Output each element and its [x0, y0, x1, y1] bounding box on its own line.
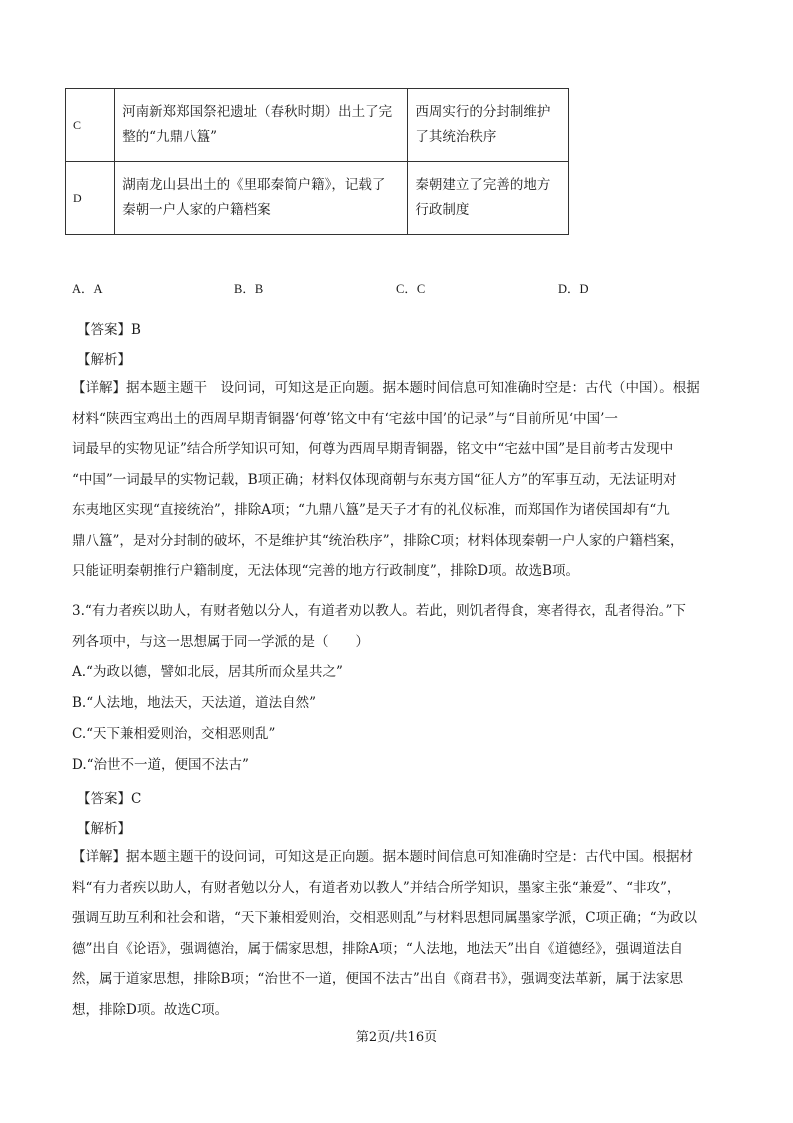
q3-explanation [72, 842, 732, 1025]
material-line: 河南新郑郑国祭祀遗址（春秋时期）出土了完 [122, 104, 393, 120]
q3-analysis-label: 【解析】 [77, 821, 131, 837]
stem-line: 3.“有力者疾以助人，有财者勉以分人，有道者劝以教人。若此，则饥者得食，寒者得衣，乱者得治。”下 [72, 603, 686, 619]
explanation-line: “中国”一词最早的实物记载，B项正确；材料仅体现商朝与东夷方国“征人方”的军事互动，无法证明对 [72, 471, 677, 488]
explanation-line: 料“有力者疾以助人，有财者勉以分人，有道者劝以教人”并结合所学知识，墨家主张“兼爱”、“非攻”， [72, 879, 681, 896]
choice-b: B．B [234, 282, 264, 296]
explanation-line: 只能证明秦朝推行户籍制度，无法体现“完善的地方行政制度”，排除D项。故选B项。 [72, 563, 580, 579]
q3-option-b: B.“人法地，地法天，天法道，道法自然” [72, 695, 317, 711]
table-row-c [66, 89, 569, 162]
material-cell [115, 162, 408, 235]
material-line: 秦朝一户人家的户籍档案 [122, 202, 271, 218]
q2-explanation [72, 373, 732, 587]
explanation-line: 强调互助互利和社会和谐，“天下兼相爱则治，交相恶则乱”与材料思想同属墨家学派，C项正确；“为政以 [72, 910, 698, 926]
q3-option-a: A.“为政以德，譬如北辰，居其所而众星共之” [72, 664, 343, 680]
explanation-line: 词最早的实物见证”结合所学知识可知，何尊为西周早期青铜器，铭文中“宅兹中国”是目前考古发现中 [72, 441, 674, 457]
q3-option-c: C.“天下兼相爱则治，交相恶则乱” [72, 726, 276, 742]
conclusion-line: 秦朝建立了完善的地方 [415, 177, 551, 193]
conclusion-cell [408, 162, 569, 235]
row-letter: D [66, 162, 115, 235]
explanation-line: 东夷地区实现“直接统治”，排除A项；“九鼎八簋”是天子才有的礼仪标准，而郑国作为诸侯国却有“九 [72, 502, 670, 518]
choice-d: D．D [558, 282, 589, 296]
q3-answer: 【答案】C [77, 791, 142, 807]
q2-choices [72, 279, 612, 297]
explanation-line: 鼎八簋”，是对分封制的破坏，不是维护其“统治秩序”，排除C项；材料体现秦朝一户人家的户籍档案， [72, 532, 684, 549]
q2-answer: 【答案】B [77, 322, 141, 338]
row-letter: C [66, 89, 115, 162]
options-table [65, 88, 569, 235]
conclusion-cell [408, 89, 569, 162]
explanation-line: 然，属于道家思想，排除B项；“治世不一道，便国不法古”出自《商君书》，强调变法革新，属于法家思 [72, 971, 683, 987]
stem-line: 列各项中，与这一思想属于同一学派的是（ ） [72, 633, 369, 650]
conclusion-line: 行政制度 [415, 202, 470, 218]
choice-a: A．A [72, 282, 103, 296]
q3-stem [72, 596, 732, 657]
explanation-line: 德”出自《论语》，强调德治，属于儒家思想，排除A项；“人法地，地法天”出自《道德经》，强调道法自 [72, 940, 683, 957]
q2-analysis-label: 【解析】 [77, 352, 131, 368]
conclusion-line: 了其统治秩序 [415, 129, 497, 145]
explanation-line: 想，排除D项。故选C项。 [72, 1001, 229, 1018]
explanation-line: 【详解】据本题主题干 设问词，可知这是正向题。据本题时间信息可知准确时空是：古代（中国）。根据 [72, 380, 700, 396]
conclusion-line: 西周实行的分封制维护 [415, 104, 551, 120]
material-line: 整的“九鼎八簋” [122, 129, 217, 145]
material-line: 湖南龙山县出土的《里耶秦简户籍》，记载了 [122, 177, 386, 193]
material-cell [115, 89, 408, 162]
explanation-line: 【详解】据本题主题干的设问词，可知这是正向题。据本题时间信息可知准确时空是：古代中国。根据材 [72, 849, 693, 865]
table-row-d [66, 162, 569, 235]
q3-option-d: D.“治世不一道，便国不法古” [72, 757, 249, 773]
page-footer: 第2页/共16页 [355, 1030, 438, 1045]
choice-c: C．C [396, 282, 426, 296]
explanation-line: 材料“陕西宝鸡出土的西周早期青铜器‘何尊’铭文中有‘宅兹中国’的记录”与“目前所见‘中国’一 [72, 410, 618, 427]
